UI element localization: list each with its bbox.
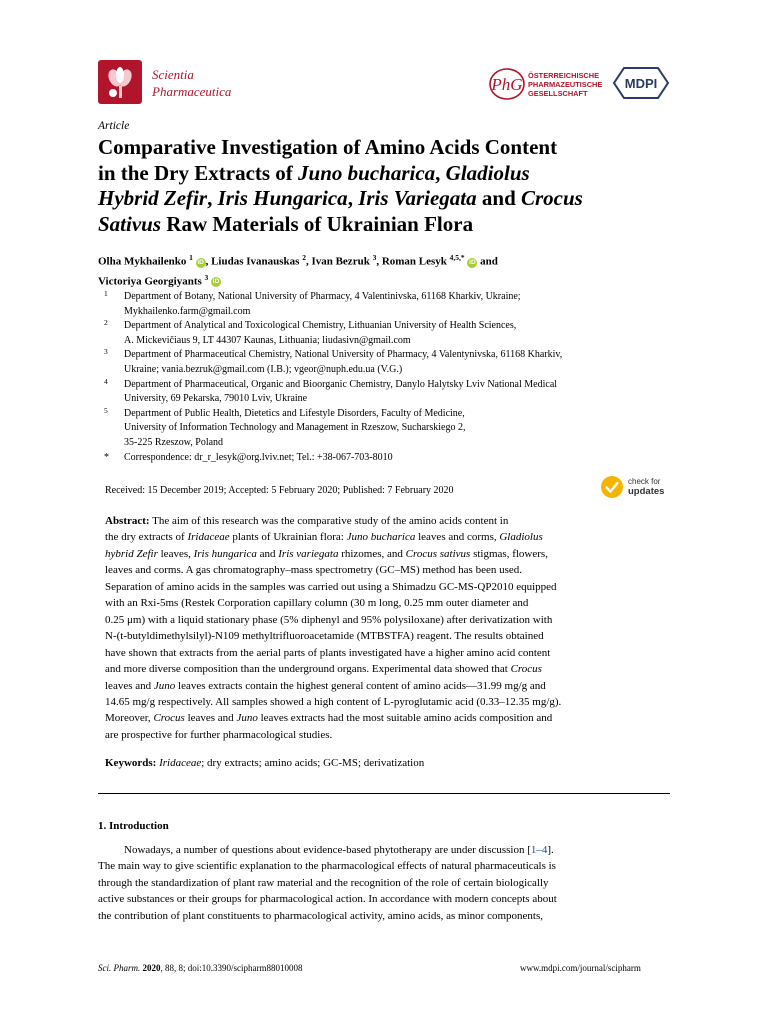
citation-link[interactable]: 1–4: [530, 844, 548, 856]
affiliation-list: [98, 290, 678, 465]
phg-text-line3: GESELLSCHAFT: [528, 89, 588, 98]
title-line-4: Sativus Raw Materials of Ukrainian Flora: [98, 211, 474, 236]
title-line-2: in the Dry Extracts of Juno bucharica, Gladiolus: [98, 160, 530, 185]
phg-text-line1: ÖSTERREICHISCHE: [528, 71, 600, 80]
phg-text-line2: PHARMAZEUTISCHE: [528, 80, 603, 89]
check-for-updates-button[interactable]: check for updates: [600, 474, 674, 500]
affiliation-item: 4 Department of Pharmaceutical, Organic and Bioorganic Chemistry, Danylo Halytsky Lviv National Medical University, 69 Pekarska, 79010 Lviv, Ukraine: [104, 376, 558, 405]
section-divider: [98, 793, 670, 794]
section-heading: 1. Introduction: [98, 820, 169, 832]
title-line-3: Hybrid Zefir, Iris Hungarica, Iris Variegata and Crocus: [98, 186, 583, 210]
author-name: , Ivan Bezruk: [305, 255, 370, 268]
journal-logo-icon: [98, 60, 142, 104]
affiliation-item: 2 Department of Analytical and Toxicological Chemistry, Lithuanian University of Health Sciences, A. Mickevičiaus 9, LT 44307 Kaunas, Lithuania; liudasivn@gmail.com: [104, 318, 517, 346]
abstract-label: Abstract:: [105, 515, 150, 527]
phg-society-logo: [488, 66, 604, 102]
phg-mark: PhG: [491, 75, 523, 94]
journal-name: [152, 66, 231, 100]
introduction-body: Nowadays, a number of questions about evidence-based phytotherapy are under discussion [1–4]. The main way to give scientific explanation to the pharmacological effects of natural pharmaceuticals is through the standardization of plant raw material and the recognition of the role of certain biologically active substances or their groups for pharmacological action. In accordance with modern concepts about the contribution of plant constituents to pharmacological activity, amino acids, as minor components,: [98, 844, 557, 922]
paper-title: [98, 135, 678, 237]
article-type: Article: [98, 120, 130, 132]
title-line-1: Comparative Investigation of Amino Acids Content: [98, 135, 558, 159]
author-name: , Roman Lesyk: [376, 255, 447, 268]
affiliation-item: 1 Department of Botany, National University of Pharmacy, 4 Valentinivska, 61168 Kharkiv, Ukraine; Mykhailenko.farm@gmail.com: [98, 290, 678, 319]
check-updates-icon: [600, 475, 624, 499]
journal-name-line2: Pharmaceutica: [152, 84, 232, 99]
orcid-icon[interactable]: iD: [469, 258, 476, 266]
keywords: Keywords: Iridaceae; dry extracts; amino acids; GC-MS; derivatization: [105, 757, 425, 769]
author-name: , Liudas Ivanauskas: [205, 255, 300, 268]
footer-citation: Sci. Pharm. 2020, 88, 8; doi:10.3390/scipharm88010008: [98, 963, 303, 973]
affiliation-item: 3 Department of Pharmaceutical Chemistry, National University of Pharmacy, 4 Valentynivska, 61168 Kharkiv, Ukraine; vania.bezruk@gmail.com (I.B.); vgeor@nuph.edu.ua (V.G.): [104, 347, 563, 375]
mdpi-logo: [612, 66, 670, 100]
publication-dates: Received: 15 December 2019; Accepted: 5 February 2020; Published: 7 February 2020: [105, 485, 454, 496]
journal-name-line1: Scientia: [152, 67, 194, 82]
author-list: Olha Mykhailenko $^1$ iD , Liudas Ivanauskas $^2$, Ivan Bezruk $^3$, Roman Lesyk $^{4,5,*}$ iD and Victoriya Georgiyants $^3$ iD: [98, 253, 498, 288]
mdpi-text: MDPI: [624, 76, 658, 91]
orcid-icon[interactable]: iD: [197, 258, 204, 266]
correspondence: * Correspondence: dr_r_lesyk@org.lviv.net; Tel.: +38-067-703-8010: [104, 451, 393, 463]
author-name: Olha Mykhailenko: [98, 255, 187, 268]
author-name: Victoriya Georgiyants: [98, 275, 202, 288]
abstract: Abstract: The aim of this research was the comparative study of the amino acids content in the dry extracts of Iridaceae plants of Ukrainian flora: Juno bucharica leaves and corms, Gladiolus hybrid Zefir leaves, Iris hungarica and Iris variegata rhizomes, and Crocus sativus stigmas, flowers, leaves and corms. A gas chromatography–mass spectrometry (GC–MS) method has been used. Separation of amino acids in the samples was carried out using a Shimadzu GC-MS-QP2010 equipped with an Rxi-5ms (Restek Corporation capillary column (30 m long, 0.25 mm outer diameter and 0.25 μm) with a liquid stationary phase (5% diphenyl and 95% polysiloxane) after derivatization with N-(t-butyldimethylsilyl)-N109 methyltrifluoroacetamide (MTBSTFA) reagent. The results obtained have shown that extracts from the aerial parts of plants investigated have a higher amino acid content and more diverse composition than the underground organs. Experimental data showed that Crocus leaves and Juno leaves extracts contain the highest general content of amino acids—31.99 mg/g and 14.65 mg/g respectively. All samples showed a high content of L-pyroglutamic acid (0.33–12.35 mg/g). Moreover, Crocus leaves and Juno leaves extracts had the most suitable amino acids composition and are prospective for further pharmacological studies.: [105, 515, 562, 741]
keywords-label: Keywords:: [105, 757, 157, 769]
affiliation-item: 5 Department of Public Health, Dietetics and Lifestyle Disorders, Faculty of Medicine, University of Information Technology and Management in Rzeszow, Sucharskiego 2, 35-225 Rzeszow, Poland: [104, 405, 466, 448]
footer-journal-url[interactable]: www.mdpi.com/journal/scipharm: [520, 963, 641, 973]
orcid-icon[interactable]: iD: [212, 278, 220, 286]
email-link[interactable]: Mykhailenko.farm@gmail.com: [124, 305, 251, 317]
